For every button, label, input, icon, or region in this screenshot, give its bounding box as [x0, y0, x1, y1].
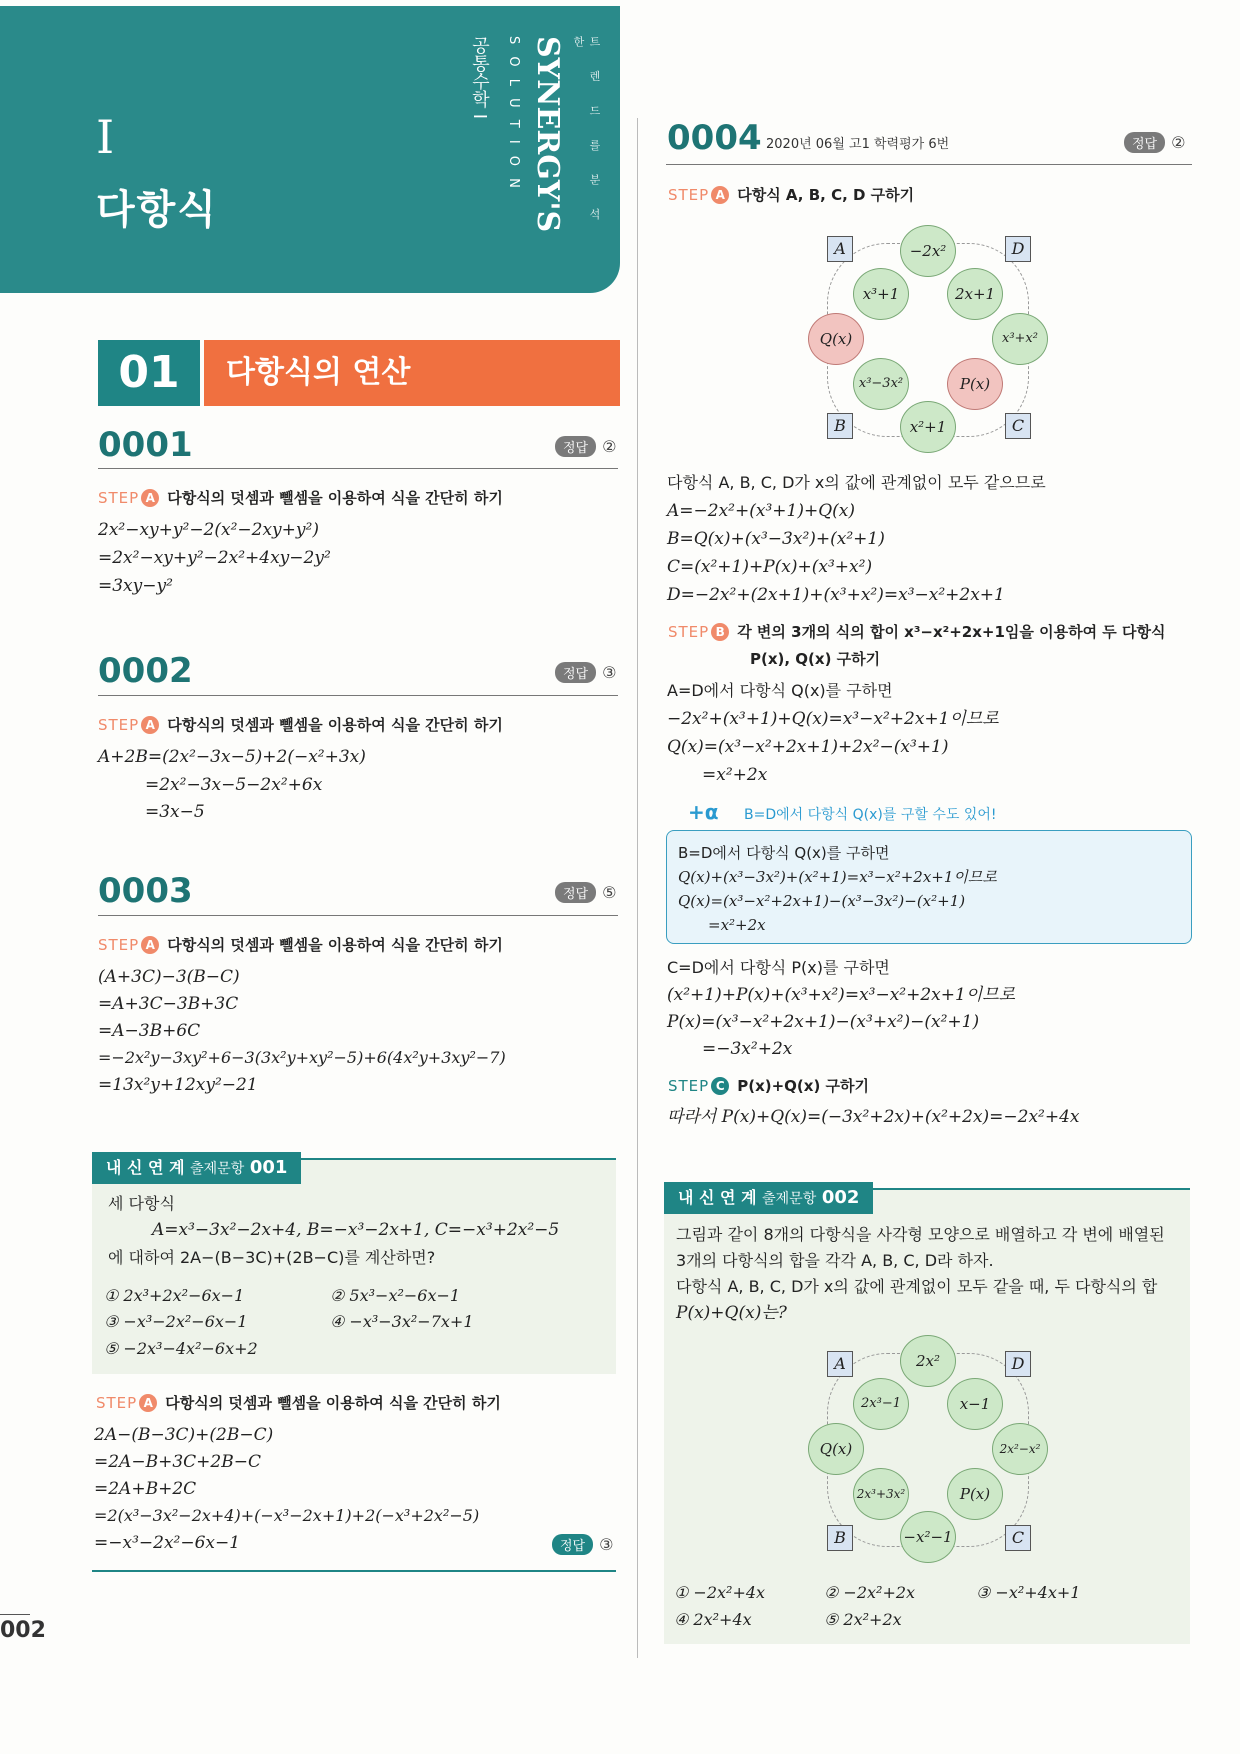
- solution-line: (A+3C)−3(B−C): [98, 967, 240, 987]
- chapter-title: 다항식: [96, 187, 218, 233]
- solution-line: =A−3B+6C: [98, 1021, 201, 1041]
- naesin-tab-num: 002: [821, 1187, 860, 1208]
- poly-upper-left: 2x³−1: [853, 1378, 909, 1430]
- solution-line: D=−2x²+(2x+1)+(x³+x²)=x³−x²+2x+1: [667, 585, 1005, 605]
- solution-line: =3xy−y²: [98, 576, 173, 596]
- subject-label: 공통수학 I: [469, 36, 490, 120]
- solution-line: A=−2x²+(x³+1)+Q(x): [667, 501, 855, 521]
- step-heading: [96, 1392, 501, 1413]
- poly-lower-left: x³−3x²: [853, 358, 909, 410]
- answer-label: 정답: [555, 882, 596, 903]
- solution-text: A=D에서 다항식 Q(x)를 구하면: [667, 681, 893, 700]
- question-line: 그림과 같이 8개의 다항식을 사각형 모양으로 배열하고 각 변에 배열된: [676, 1225, 1165, 1244]
- poly-upper-left: x³+1: [853, 268, 909, 320]
- problem-source: 2020년 06월 고1 학력평가 6번: [766, 137, 950, 152]
- answer-label: 정답: [1124, 132, 1165, 153]
- problem-number: 0004: [667, 118, 762, 158]
- corner-label: A: [827, 236, 853, 262]
- naesin-tab-sub: 출제문항: [190, 1161, 245, 1177]
- choice-2: ② −2x²+2x: [824, 1583, 916, 1602]
- question-text: 에 대하여 2A−(B−3C)+(2B−C)를 계산하면?: [108, 1248, 436, 1267]
- naesin-tab: [664, 1182, 873, 1214]
- solution-line: =2A−B+3C+2B−C: [94, 1452, 261, 1472]
- brand-name: SYNERGY'S: [530, 36, 565, 233]
- poly-right: x³+x²: [992, 313, 1048, 365]
- poly-upper-right: 2x+1: [947, 268, 1003, 320]
- naesin-tab-label: 내 신 연 계: [106, 1158, 185, 1177]
- corner-label: D: [1005, 1351, 1031, 1377]
- answer-label: 정답: [552, 1534, 593, 1555]
- naesin-bottom-rule: [92, 1570, 616, 1572]
- plus-line: B=D에서 다항식 Q(x)를 구하면: [678, 844, 890, 862]
- plus-line: Q(x)+(x³−3x²)+(x²+1)=x³−x²+2x+1이므로: [678, 868, 997, 886]
- corner-label: B: [827, 413, 853, 439]
- solution-line: P(x)=(x³−x²+2x+1)−(x³+x²)−(x²+1): [667, 1012, 980, 1032]
- answer-value: ⑤: [602, 883, 617, 902]
- problem-number: 0001: [98, 425, 193, 465]
- poly-top: −2x²: [900, 225, 956, 277]
- step-title: 다항식의 덧셈과 뺄셈을 이용하여 식을 간단히 하기: [167, 716, 503, 734]
- step-heading: [668, 621, 1166, 642]
- step-word: STEP: [668, 1077, 710, 1095]
- solution-line: 2A−(B−3C)+(2B−C): [94, 1425, 274, 1445]
- page-number-rule: [0, 1614, 30, 1615]
- answer-badge: [555, 436, 616, 457]
- solution-line: A+2B=(2x²−3x−5)+2(−x²+3x): [98, 747, 366, 767]
- step-title: 다항식 A, B, C, D 구하기: [737, 186, 915, 204]
- divider-rule: [666, 164, 1192, 165]
- choice-3: ③ −x³−2x²−6x−1: [104, 1312, 248, 1331]
- answer-badge: [1124, 132, 1185, 153]
- column-divider: [637, 118, 638, 1658]
- corner-label: C: [1005, 1525, 1031, 1551]
- solution-text: 다항식 A, B, C, D가 x의 값에 관계없이 모두 같으므로: [667, 473, 1046, 492]
- plus-line: =x²+2x: [708, 916, 766, 934]
- step-title: 다항식의 덧셈과 뺄셈을 이용하여 식을 간단히 하기: [167, 936, 503, 954]
- step-word: STEP: [98, 936, 140, 954]
- poly-bottom: x²+1: [900, 401, 956, 453]
- step-badge: A: [139, 1394, 157, 1412]
- step-title: P(x)+Q(x) 구하기: [737, 1077, 869, 1095]
- solution-line: (x²+1)+P(x)+(x³+x²)=x³−x²+2x+1이므로: [667, 985, 1016, 1005]
- solution-line: Q(x)=(x³−x²+2x+1)+2x²−(x³+1): [667, 737, 949, 757]
- step-word: STEP: [668, 186, 710, 204]
- choice-2: ② 5x³−x²−6x−1: [330, 1286, 461, 1305]
- section-number: 01: [98, 340, 200, 406]
- poly-top: 2x²: [900, 1335, 956, 1387]
- step-title: 다항식의 덧셈과 뺄셈을 이용하여 식을 간단히 하기: [165, 1394, 501, 1412]
- question-line: 3개의 다항식의 합을 각각 A, B, C, D라 하자.: [676, 1251, 994, 1270]
- poly-q: Q(x): [808, 1423, 864, 1475]
- brand-block: [469, 36, 601, 246]
- answer-value: ③: [599, 1535, 614, 1554]
- solution-text: C=D에서 다항식 P(x)를 구하면: [667, 958, 890, 977]
- polynomial-diagram: [805, 1335, 1050, 1560]
- step-badge: A: [141, 716, 159, 734]
- answer-badge: [555, 882, 616, 903]
- choice-5: ⑤ −2x³−4x²−6x+2: [104, 1339, 258, 1358]
- choice-1: ① 2x³+2x²−6x−1: [104, 1286, 245, 1305]
- plus-line: Q(x)=(x³−x²+2x+1)−(x³−3x²)−(x²+1): [678, 892, 966, 910]
- choice-4: ④ 2x²+4x: [674, 1610, 752, 1629]
- step-heading: [668, 184, 914, 205]
- solution-line: 2x²−xy+y²−2(x²−2xy+y²): [98, 520, 319, 540]
- solution-line: =3x−5: [145, 802, 205, 822]
- poly-upper-right: x−1: [947, 1378, 1003, 1430]
- brand-solution: S O L U T I O N: [506, 36, 521, 192]
- answer-badge: [555, 662, 616, 683]
- choice-4: ④ −x³−3x²−7x+1: [330, 1312, 474, 1331]
- step-word: STEP: [98, 716, 140, 734]
- step-heading: [98, 714, 503, 735]
- question-intro: 세 다항식: [108, 1194, 175, 1213]
- step-badge: A: [141, 489, 159, 507]
- solution-line: =−2x²y−3xy²+6−3(3x²y+xy²−5)+6(4x²y+3xy²−7): [98, 1048, 506, 1067]
- poly-lower-left: 2x³+3x²: [853, 1468, 909, 1520]
- problem-number: 0003: [98, 871, 193, 911]
- solution-line: 따라서 P(x)+Q(x)=(−3x²+2x)+(x²+2x)=−2x²+4x: [667, 1107, 1080, 1127]
- solution-line: =2x²−3x−5−2x²+6x: [145, 775, 323, 795]
- answer-value: ②: [1171, 133, 1186, 152]
- question-line: P(x)+Q(x)는?: [676, 1303, 787, 1323]
- step-badge: A: [711, 186, 729, 204]
- corner-label: C: [1005, 413, 1031, 439]
- solution-line: =−3x²+2x: [702, 1039, 793, 1059]
- step-heading: [98, 487, 503, 508]
- step-badge: C: [711, 1077, 729, 1095]
- section-title: 다항식의 연산: [204, 340, 620, 406]
- divider-rule: [98, 695, 618, 696]
- step-heading: [668, 1075, 869, 1096]
- solution-line: =−x³−2x²−6x−1: [94, 1533, 241, 1553]
- solution-line: =2A+B+2C: [94, 1479, 197, 1499]
- solution-line: =2(x³−3x²−2x+4)+(−x³−2x+1)+2(−x³+2x²−5): [94, 1506, 480, 1525]
- step-title-cont: P(x), Q(x) 구하기: [750, 650, 881, 668]
- poly-right: 2x²−x²: [992, 1423, 1048, 1475]
- naesin-tab-label: 내 신 연 계: [678, 1188, 757, 1207]
- step-title: 각 변의 3개의 식의 합이 x³−x²+2x+1임을 이용하여 두 다항식: [737, 623, 1166, 641]
- divider-rule: [98, 468, 618, 469]
- brand-tagline: 트 렌 드 를 분 석 한: [572, 36, 601, 230]
- solution-line: C=(x²+1)+P(x)+(x³+x²): [667, 557, 873, 577]
- question-line: 다항식 A, B, C, D가 x의 값에 관계없이 모두 같을 때, 두 다항식의 합: [676, 1277, 1158, 1296]
- corner-label: A: [827, 1351, 853, 1377]
- answer-label: 정답: [555, 662, 596, 683]
- answer-badge: [552, 1534, 613, 1555]
- poly-bottom: −x²−1: [900, 1511, 956, 1563]
- problem-number: 0002: [98, 651, 193, 691]
- divider-rule: [98, 915, 618, 916]
- step-heading: [98, 934, 503, 955]
- plus-alpha-header: [666, 798, 1190, 824]
- choice-3: ③ −x²+4x+1: [976, 1583, 1081, 1602]
- answer-value: ③: [602, 663, 617, 682]
- answer-value: ②: [602, 437, 617, 456]
- answer-label: 정답: [555, 436, 596, 457]
- step-badge: B: [711, 623, 729, 641]
- question-expression: A=x³−3x²−2x+4, B=−x³−2x+1, C=−x³+2x²−5: [152, 1220, 560, 1240]
- choice-1: ① −2x²+4x: [674, 1583, 766, 1602]
- step-badge: A: [141, 936, 159, 954]
- plus-alpha-title: B=D에서 다항식 Q(x)를 구할 수도 있어!: [744, 807, 997, 823]
- corner-label: D: [1005, 236, 1031, 262]
- plus-alpha-label: +α: [688, 800, 719, 824]
- corner-label: B: [827, 1525, 853, 1551]
- solution-line: =x²+2x: [702, 765, 768, 785]
- polynomial-diagram: [805, 225, 1050, 450]
- solution-line: −2x²+(x³+1)+Q(x)=x³−x²+2x+1이므로: [667, 709, 999, 729]
- poly-p: P(x): [947, 358, 1003, 410]
- step-word: STEP: [668, 623, 710, 641]
- step-word: STEP: [98, 489, 140, 507]
- choice-5: ⑤ 2x²+2x: [824, 1610, 902, 1629]
- poly-p: P(x): [947, 1468, 1003, 1520]
- solution-line: =13x²y+12xy²−21: [98, 1075, 258, 1095]
- solution-line: B=Q(x)+(x³−3x²)+(x²+1): [667, 529, 885, 549]
- naesin-tab-num: 001: [249, 1157, 288, 1178]
- step-word: STEP: [96, 1394, 138, 1412]
- naesin-tab: [92, 1152, 301, 1184]
- chapter-number: I: [96, 110, 115, 164]
- naesin-tab-sub: 출제문항: [762, 1191, 817, 1207]
- page-number: 002: [0, 1618, 46, 1643]
- solution-line: =A+3C−3B+3C: [98, 994, 239, 1014]
- solution-line: =2x²−xy+y²−2x²+4xy−2y²: [98, 548, 331, 568]
- step-title: 다항식의 덧셈과 뺄셈을 이용하여 식을 간단히 하기: [167, 489, 503, 507]
- poly-q: Q(x): [808, 313, 864, 365]
